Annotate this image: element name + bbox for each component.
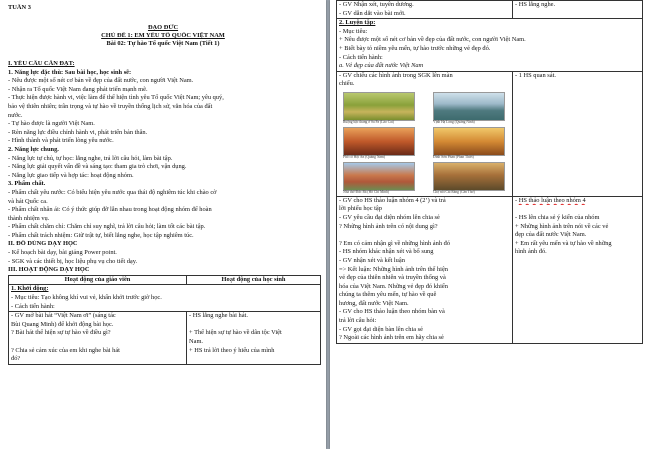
text-line: - Cách tiến hành: <box>339 53 383 61</box>
student-cell <box>513 196 643 343</box>
text-line: - Phẩm chất yêu nước: Có biểu hiện yêu nước qua thái độ nghiêm túc khi chào cờ <box>8 188 217 196</box>
text-line: + Nêu được một số nét cơ bản về đẹp của đất nước, con người Việt Nam. <box>339 36 526 44</box>
lesson-body <box>8 60 320 365</box>
text-line: đó? <box>11 355 21 363</box>
text-line: chiếu. <box>339 80 355 88</box>
subsection-lines <box>8 77 320 146</box>
text-line: - Rèn năng lực điều chỉnh hành vi, phát triển bản thân. <box>8 128 148 136</box>
text-line: - Hình thành và phát triển lòng yêu nước. <box>8 137 114 145</box>
text-line: - HS lắng nghe bài hát. <box>189 312 248 320</box>
text-line: + Những hình ảnh trên nói về các vẻ <box>515 222 609 230</box>
text-line: - Cách tiến hành: <box>11 302 55 310</box>
practice-title: 2. Luyện tập: <box>339 19 376 27</box>
text-line: - Phẩm chất chăm chỉ: Chăm chỉ suy nghĩ, trả lời câu hỏi; làm tốt các bài tập. <box>8 223 206 231</box>
text-line: - Phẩm chất nhân ái: Có ý thức giúp đỡ lẫn nhau trong hoạt động nhóm để hoàn <box>8 206 212 214</box>
teacher-cell-photos <box>337 71 513 196</box>
table-header-row <box>9 275 321 285</box>
text-line <box>189 321 318 330</box>
text-line: - GV cho HS thảo luận nhóm 4 (2’) và trả <box>339 196 446 204</box>
text-line: Bùi Quang Minh) để khởi động bài học. <box>11 320 114 328</box>
text-line: - HS nhóm khác nhận xét và bổ sung <box>339 248 434 256</box>
table-row <box>9 285 321 312</box>
table-row <box>337 19 643 72</box>
text-line: - HS lên chia sẻ ý kiến của nhóm <box>515 213 600 221</box>
text-line: ? Bài hát thể hiện sự tự hào về điều gì? <box>11 329 111 337</box>
photo-caption: Phố cổ Hội An (Quảng Nam) <box>343 154 386 159</box>
teacher-cell <box>337 1 513 19</box>
text-line: - Kế hoạch bài dạy, bài giảng Power point. <box>8 249 117 257</box>
photo-caption: Ruộng bậc thang ở Sa Pa (Lào Cai) <box>343 119 394 124</box>
text-line <box>515 205 640 214</box>
text-line: - Năng lực tự chủ, tự học: lắng nghe, trả lời câu hỏi, làm bài tập. <box>8 154 173 162</box>
photo-cathedral <box>343 162 415 191</box>
text-line: - GV Nhận xét, tuyên dương. <box>339 1 414 8</box>
teacher-cell <box>9 312 187 365</box>
text-line: - GV mở bài hát “Việt Nam ơi” (sáng tác <box>11 312 116 320</box>
subject-title: ĐẠO ĐỨC <box>147 24 179 31</box>
section-objectives-title: I. YÊU CẦU CẦN ĐẠT: <box>8 60 75 67</box>
photo-rice-terraces <box>343 92 415 121</box>
text-line: - SGK và các thiết bị, học liệu phụ vụ cho tiết dạy. <box>8 257 138 265</box>
text-line: nước. <box>8 111 23 119</box>
text-line: - Thực hiện được hành vi, việc làm để thể hiện tình yêu Tổ quốc Việt Nam; yêu quý, <box>8 94 224 102</box>
text-line: hình ảnh đó. <box>515 248 547 256</box>
text-line: + Biết bày tỏ niềm yêu mến, tự hào trước những vẻ đẹp đó. <box>339 44 491 52</box>
text-line: - Mục tiêu: <box>339 27 368 35</box>
subsection-title: 1. Năng lực đặc thù: Sau bài học, học sinh sẽ: <box>8 68 132 76</box>
text-line: - Năng lực giao tiếp và hợp tác: hoạt động nhóm. <box>8 171 134 179</box>
activity-title: a. Vẻ đẹp của đất nước Việt Nam <box>339 62 424 70</box>
text-line: đẹp của đất nước Việt Nam. <box>515 231 587 239</box>
text-line: - Nhận ra Tổ quốc Việt Nam đang phát triển mạnh mẽ. <box>8 85 148 93</box>
text-line <box>11 338 184 347</box>
week-label: TUẦN 3 <box>8 4 31 11</box>
table-row <box>337 1 643 19</box>
text-line: + Em rất yêu mến và tự hào về những <box>515 239 612 247</box>
photo-hoi-an <box>343 127 415 156</box>
text-line: - GV chiếu các hình ảnh trong SGK lên màn <box>339 71 453 79</box>
table-row <box>337 196 643 343</box>
student-cell: - HS lắng nghe. <box>513 1 643 19</box>
student-cell <box>187 312 321 365</box>
text-line: ? Chia sẻ cảm xúc của em khi nghe bài hát <box>11 346 120 354</box>
photo-temple <box>433 127 505 156</box>
text-line: + Thể hiện sự tự hào về dân tộc Việt <box>189 329 282 337</box>
photo-ha-long-bay <box>433 92 505 121</box>
text-line: - GV gọi đại diện bàn lên chia sẻ <box>339 325 424 333</box>
text-line: trả lời câu hỏi: <box>339 317 377 325</box>
text-line: hóa của Việt Nam. Những vẻ đẹp đó khiến <box>339 282 448 290</box>
text-line: vẻ đẹp của thiên nhiên và truyền thống và <box>339 274 446 282</box>
text-line: - GV nhận xét và kết luận <box>339 256 405 264</box>
photo-caption: Vịnh Hạ Long (Quảng Ninh) <box>433 119 475 124</box>
text-line: - Phẩm chất trách nhiệm: Giữ trật tự, biết lắng nghe, học tập nghiêm túc. <box>8 231 194 239</box>
text-line: ? Những hình ảnh trên có nội dung gì? <box>339 222 438 230</box>
warmup-cell <box>9 285 321 312</box>
activities-table <box>8 275 321 365</box>
document-page-right <box>330 0 650 449</box>
table-row <box>337 71 643 196</box>
photo-caption: Đình Sơn Phan (Phan Thiết) <box>433 154 474 159</box>
activities-table-continued <box>336 0 643 344</box>
text-line: chúng ta thêm yêu mến, tự hào về quê <box>339 291 437 299</box>
table-row <box>9 312 321 365</box>
text-line: - Tự hào được là người Việt Nam. <box>8 120 95 128</box>
text-line: thành nhiệm vụ. <box>8 214 50 222</box>
practice-cell <box>337 19 643 72</box>
student-cell: - 1 HS quan sát. <box>513 71 643 196</box>
text-line: - GV cho HS thảo luận theo nhóm bàn và <box>339 308 445 316</box>
section-materials-title: II. ĐỒ DÙNG DẠY HỌC <box>8 240 78 248</box>
text-line: hương, đất nước Việt Nam. <box>339 299 409 307</box>
subsection-title: 3. Phẩm chất. <box>8 180 46 188</box>
col-header-teacher: Hoạt động của giáo viên <box>9 275 187 285</box>
text-line: Nam. <box>189 338 204 345</box>
warmup-title: 1. Khởi động: <box>11 285 49 293</box>
text-line: - GV yêu cầu đại diện nhóm lên chia sẻ <box>339 213 440 221</box>
text-line: - Năng lực giải quyết vấn đề và sáng tạo: tham gia trò chơi, vận dụng. <box>8 163 187 171</box>
photo-floating-market <box>433 162 505 191</box>
text-line: lời phiếu học tập <box>339 205 382 213</box>
text-line: => Kết luận: Những hình ảnh trên thể hiện <box>339 265 448 273</box>
section-activities-title: III. HOẠT ĐỘNG DẠY HỌC <box>8 266 90 274</box>
photo-caption: Chợ nổi Cái Răng (Cần Thơ) <box>433 189 475 194</box>
text-line: + HS trả lời theo ý hiểu của mình <box>189 346 275 354</box>
topic-title: CHỦ ĐỀ 1: EM YÊU TỔ QUỐC VIỆT NAM <box>101 32 225 39</box>
lesson-title: Bài 02: Tự hào Tổ quốc Việt Nam (Tiết 1) <box>106 40 220 47</box>
text-line: - Mục tiêu: Tạo không khí vui vẻ, khấn khởi trước giờ học. <box>11 294 162 302</box>
photo-caption: Nhà thờ Đức Bà (Hồ Chí Minh) <box>343 189 389 194</box>
text-line: ? Em có cảm nhận gì về những hình ảnh đó <box>339 239 451 247</box>
col-header-student: Hoạt động của học sinh <box>187 275 321 285</box>
text-line: - GV dẫn dắt vào bài mới. <box>339 9 406 17</box>
text-line: bảo vệ thiên nhiên; trân trọng và tự hào về truyền thống lịch sử, văn hóa của đất <box>8 102 213 110</box>
text-line: - HS thảo luận theo nhóm 4 <box>515 196 586 204</box>
text-line: ? Ngoài các hình ảnh trên em hãy chia sẻ <box>339 334 444 342</box>
text-line: và hát Quốc ca. <box>8 197 48 205</box>
subsection-title: 2. Năng lực chung. <box>8 145 59 153</box>
text-line: - Nêu được một số nét cơ bản về đẹp của đất nước, con người Việt Nam. <box>8 77 194 85</box>
teacher-cell <box>337 196 513 343</box>
text-line <box>339 231 510 240</box>
